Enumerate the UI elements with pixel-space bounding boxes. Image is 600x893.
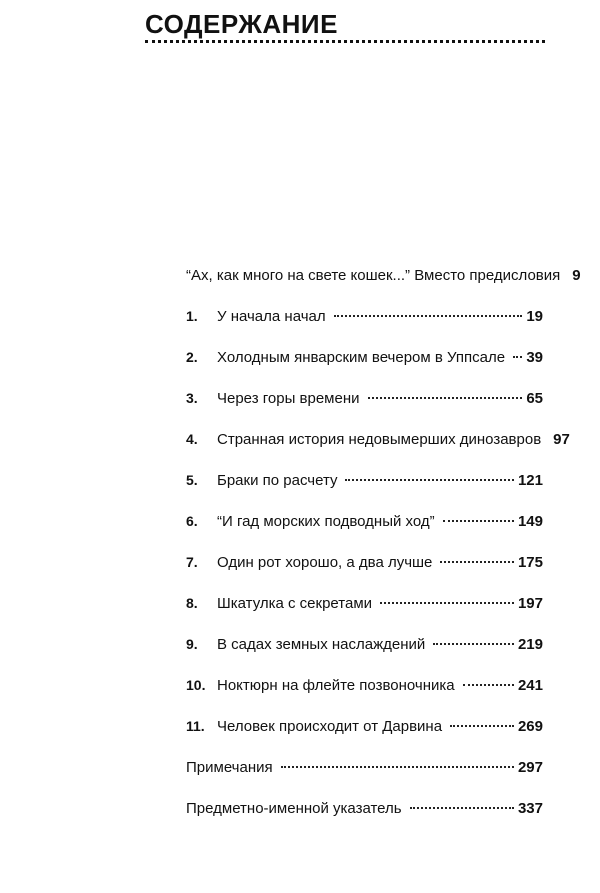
toc-entry-page: 149: [517, 513, 543, 530]
toc-entry-page: 121: [517, 472, 543, 489]
toc-entry-title: “И гад морских подводный ход”: [217, 513, 435, 530]
toc-leader-dots: [463, 684, 514, 686]
toc-entry-page: 219: [517, 636, 543, 653]
toc-leader-dots: [440, 561, 514, 563]
toc-entry-title: Странная история недовымерших динозавров: [217, 431, 542, 448]
page-title: СОДЕРЖАНИЕ: [145, 9, 338, 39]
toc-entry[interactable]: [186, 472, 543, 496]
toc-entry[interactable]: [186, 554, 543, 578]
toc-entry-page: 9: [572, 267, 581, 284]
toc-leader-dots: [513, 356, 522, 358]
toc-leader-dots: [443, 520, 514, 522]
toc-entry[interactable]: [186, 718, 543, 742]
toc-entry-number: 5.: [186, 472, 198, 488]
toc-leader-dots: [450, 725, 514, 727]
toc-entry-page: 19: [526, 308, 543, 325]
toc-entry-number: 3.: [186, 390, 198, 406]
toc-leader-dots: [410, 807, 514, 809]
toc-entry-page: 269: [517, 718, 543, 735]
toc-entry-title: У начала начал: [217, 308, 326, 325]
toc-entry-number: 10.: [186, 677, 206, 693]
toc-entry[interactable]: [186, 595, 543, 619]
toc-entry[interactable]: [186, 759, 543, 783]
toc-entry-number: 8.: [186, 595, 198, 611]
toc-entry[interactable]: [186, 677, 543, 701]
toc-entry-number: 2.: [186, 349, 198, 365]
toc-entry[interactable]: [186, 349, 543, 373]
toc-leader-dots: [368, 397, 523, 399]
toc-entry-page: 297: [517, 759, 543, 776]
toc-entry-number: 9.: [186, 636, 198, 652]
toc-entry-title: Один рот хорошо, а два лучше: [217, 554, 433, 571]
toc-entry[interactable]: [186, 431, 570, 455]
toc-entry-number: 7.: [186, 554, 198, 570]
title-dotted-rule: [145, 40, 545, 43]
toc-entry-page: 197: [517, 595, 543, 612]
toc-entry-title: Шкатулка с секретами: [217, 595, 373, 612]
toc-entry[interactable]: [186, 267, 581, 291]
toc-entry-page: 337: [517, 800, 543, 817]
toc-entry-page: 65: [526, 390, 543, 407]
toc-leader-dots: [334, 315, 523, 317]
toc-entry-number: 11.: [186, 718, 205, 734]
toc-entry-number: 4.: [186, 431, 198, 447]
toc-entry[interactable]: [186, 390, 543, 414]
toc-entry-title: Примечания: [186, 759, 273, 776]
toc-leader-dots: [433, 643, 514, 645]
toc-entry-title: В садах земных наслаждений: [217, 636, 426, 653]
toc-entry-title: Предметно-именной указатель: [186, 800, 402, 817]
toc-entry-title: “Ах, как много на свете кошек...” Вместо предисловия: [186, 267, 561, 284]
toc-entry-title: Человек происходит от Дарвина: [217, 718, 443, 735]
toc-entry[interactable]: [186, 800, 543, 824]
toc-entry-page: 39: [526, 349, 543, 366]
toc-leader-dots: [281, 766, 514, 768]
toc-entry[interactable]: [186, 308, 543, 332]
toc-leader-dots: [345, 479, 513, 481]
toc-entry-number: 6.: [186, 513, 198, 529]
toc-entry-number: 1.: [186, 308, 198, 324]
toc-leader-dots: [380, 602, 514, 604]
toc-entry-page: 241: [517, 677, 543, 694]
toc-entry[interactable]: [186, 513, 543, 537]
toc-entry-page: 175: [517, 554, 543, 571]
toc-entry-title: Браки по расчету: [217, 472, 338, 489]
toc-entry-page: 97: [553, 431, 570, 448]
toc-entry-title: Ноктюрн на флейте позвоночника: [217, 677, 455, 694]
toc-entry[interactable]: [186, 636, 543, 660]
toc-entry-title: Через горы времени: [217, 390, 360, 407]
toc-entry-title: Холодным январским вечером в Уппсале: [217, 349, 506, 366]
